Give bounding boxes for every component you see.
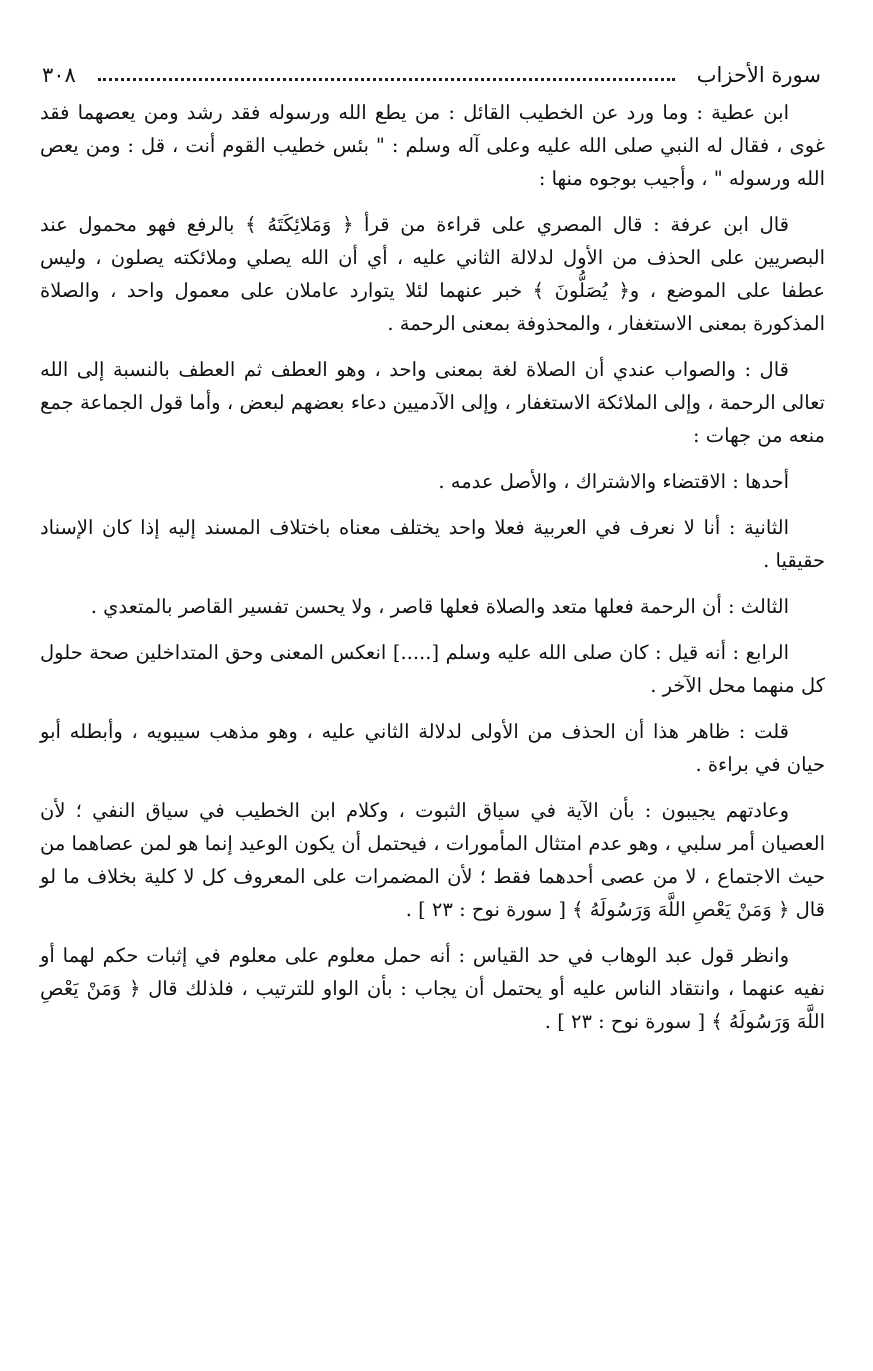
paragraph-qultu: قلت : ظاهر هذا أن الحذف من الأولى لدلالة الثاني عليه ، وهو مذهب سيبويه ، وأبطله أبو حيان في براءة . [40,720,825,776]
paragraph-ibn-atiyya: ابن عطية : وما ورد عن الخطيب القائل : من يطع الله ورسوله فقد رشد ومن يعصهما فقد غوى ، فقال له النبي صلى الله عليه وعلى آله وسلم : " بئس خطيب القوم أنت ، قل : ومن يعص الله ورسوله " ، وأجيب بوجوه منها : [40,101,825,190]
page-body [40,96,825,1051]
paragraph-second-objection: الثانية : أنا لا نعرف في العربية فعلا واحد يختلف معناه باختلاف المسند إليه إذا كان الإسناد حقيقيا . [40,516,825,572]
paragraph-abd-al-wahhab: وانظر قول عبد الوهاب في حد القياس : أنه حمل معلوم على معلوم في إثبات حكم لهما أو نفيه عنهما ، وانتقاد الناس عليه أو يحتمل أن يجاب : بأن الواو للترتيب ، فلذلك قال ﴿ وَمَنْ يَعْصِ اللَّهَ وَرَسُولَهُ ﴾ [ سورة نوح : ٢٣ ] . [40,944,825,1033]
surah-title: سورة الأحزاب [696,63,821,87]
paragraph-ibn-arafa: قال ابن عرفة : قال المصري على قراءة من قرأ ﴿ وَمَلائِكَتَهُ ﴾ بالرفع فهو محمول عند البصريين على الحذف من الأول لدلالة الثاني عليه ، أي أن الله يصلي وملائكته يصلون ، وليس عطفا على الموضع ، و﴿ يُصَلُّونَ ﴾ خبر عنهما لئلا يتوارد عاملان على معمول واحد ، والصلاة المذكورة بمعنى الاستغفار ، والمحذوفة بمعنى الرحمة . [40,213,825,335]
paragraph-fourth-objection: الرابع : أنه قيل : كان صلى الله عليه وسلم [.....] انعكس المعنى وحق المتداخلين صحة حلول كل منهما محل الآخر . [40,641,825,697]
paragraph-third-objection: الثالث : أن الرحمة فعلها متعد والصلاة فعلها قاصر ، ولا يحسن تفسير القاصر بالمتعدي . [90,595,789,618]
paragraph-first-objection: أحدها : الاقتضاء والاشتراك ، والأصل عدمه . [438,470,789,493]
page-number: ٣٠٨ [42,63,76,87]
header-dotted-rule [98,78,675,81]
paragraph-sawab: قال : والصواب عندي أن الصلاة لغة بمعنى واحد ، وهو العطف ثم العطف بالنسبة إلى الله تعالى الرحمة ، وإلى الملائكة الاستغفار ، وإلى الآدميين دعاء بعضهم لبعض ، وأما قول الجماعة جمع منعه من جهات : [40,358,825,447]
page-header [42,58,821,92]
paragraph-adatuhum: وعادتهم يجيبون : بأن الآية في سياق الثبوت ، وكلام ابن الخطيب في سياق النفي ؛ لأن العصيان أمر سلبي ، وهو عدم امتثال المأمورات ، فيحتمل أن يكون الوعيد إنما هو لمن عصاهما من حيث الاجتماع ، لا من عصى أحدهما فقط ؛ لأن المضمرات على المعروف كل لا كلية بخلاف ما لو قال ﴿ وَمَنْ يَعْصِ اللَّهَ وَرَسُولَهُ ﴾ [ سورة نوح : ٢٣ ] . [40,799,825,921]
